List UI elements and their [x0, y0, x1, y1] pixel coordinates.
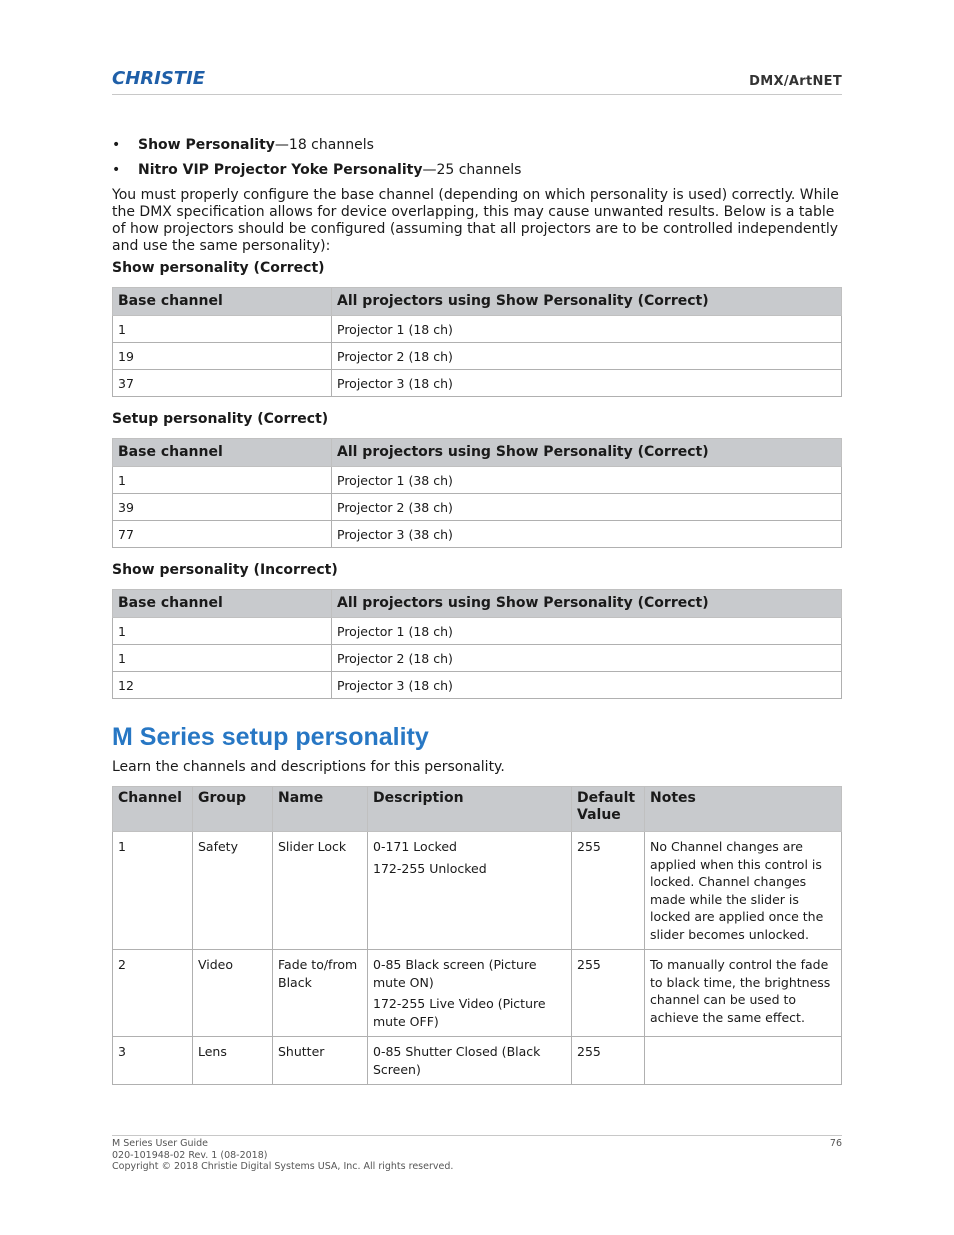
- table-row: [113, 672, 842, 699]
- table-cell: Projector 1 (18 ch): [332, 618, 842, 645]
- header-cell: Default Value: [572, 787, 645, 832]
- table-cell: 255: [572, 1037, 645, 1085]
- page-footer: [112, 1135, 842, 1173]
- table-cell: [645, 1037, 842, 1085]
- table-cell: Projector 1 (18 ch): [332, 316, 842, 343]
- header-cell: All projectors using Show Personality (Correct): [332, 590, 842, 618]
- show-personality-correct-table: [112, 287, 842, 397]
- svg-text:CHRISTIE: CHRISTIE: [112, 68, 206, 88]
- table-cell: 255: [572, 832, 645, 950]
- table-cell: No Channel changes are applied when this control is locked. Channel changes made while the slider is locked are applied once the slider becomes unlocked.: [645, 832, 842, 950]
- table-cell: 1: [113, 316, 332, 343]
- table-header-row: [113, 787, 842, 832]
- header-cell: Description: [368, 787, 572, 832]
- setup-personality-correct-table: [112, 438, 842, 548]
- table-row: [113, 343, 842, 370]
- table-cell: Projector 2 (38 ch): [332, 494, 842, 521]
- table-cell: 1: [113, 467, 332, 494]
- table-cell: Projector 3 (18 ch): [332, 370, 842, 397]
- table-row: [113, 494, 842, 521]
- page-content: [112, 137, 842, 1085]
- header-cell: Group: [193, 787, 273, 832]
- list-item: • Nitro VIP Projector Yoke Personality—25 channels: [138, 162, 842, 179]
- list-item: • Show Personality—18 channels: [138, 137, 842, 154]
- footer-copyright: Copyright © 2018 Christie Digital Systems USA, Inc. All rights reserved.: [112, 1161, 454, 1172]
- description-line: 172-255 Unlocked: [373, 860, 487, 876]
- table-cell: Slider Lock: [273, 832, 368, 950]
- table-header-row: [113, 439, 842, 467]
- table-row: [113, 370, 842, 397]
- table-cell: 12: [113, 672, 332, 699]
- table-cell: Projector 3 (38 ch): [332, 521, 842, 548]
- table-cell: Lens: [193, 1037, 273, 1085]
- table-row: [113, 467, 842, 494]
- table-cell: 3: [113, 1037, 193, 1085]
- christie-logo: [112, 68, 222, 88]
- table-cell: 1: [113, 618, 332, 645]
- footer-title: M Series User Guide: [112, 1138, 209, 1149]
- header-cell: Channel: [113, 787, 193, 832]
- table-cell: 2: [113, 950, 193, 1037]
- table-cell: 255: [572, 950, 645, 1037]
- personality-list: [138, 137, 842, 179]
- table-cell: Fade to/from Black: [273, 950, 368, 1037]
- table-title: Setup personality (Correct): [112, 411, 329, 427]
- table-cell: Projector 3 (18 ch): [332, 672, 842, 699]
- description-line: 0-85 Shutter Closed (Black Screen): [373, 1044, 541, 1077]
- description-line: 0-85 Black screen (Picture mute ON): [373, 957, 537, 990]
- table-row: [113, 832, 842, 950]
- table-cell: [368, 950, 572, 1037]
- table-row: [113, 645, 842, 672]
- table-cell: Video: [193, 950, 273, 1037]
- table-row: [113, 950, 842, 1037]
- table-cell: Projector 1 (38 ch): [332, 467, 842, 494]
- table-cell: Projector 2 (18 ch): [332, 645, 842, 672]
- table-cell: Projector 2 (18 ch): [332, 343, 842, 370]
- section-name: DMX/ArtNET: [749, 74, 842, 89]
- table-row: [113, 316, 842, 343]
- intro-paragraph: You must properly configure the base channel (depending on which personality is used) correctly. While the DMX specification allows for device overlapping, this may cause unwanted results. Below is a table of how projectors should be configured (assuming that all projectors are to be controlled independently and use the same personality):: [112, 187, 839, 254]
- table-header-row: [113, 288, 842, 316]
- section-heading: M Series setup personality: [112, 723, 429, 751]
- header-cell: Base channel: [113, 439, 332, 467]
- header-cell: All projectors using Show Personality (Correct): [332, 288, 842, 316]
- header-cell: Base channel: [113, 288, 332, 316]
- table-title: Show personality (Correct): [112, 260, 325, 276]
- table-row: [113, 521, 842, 548]
- header-cell: Notes: [645, 787, 842, 832]
- description-line: 172-255 Live Video (Picture mute OFF): [373, 996, 546, 1029]
- table-row: [113, 1037, 842, 1085]
- section-lead: Learn the channels and descriptions for this personality.: [112, 759, 505, 775]
- table-cell: 1: [113, 645, 332, 672]
- table-cell: 19: [113, 343, 332, 370]
- table-cell: 1: [113, 832, 193, 950]
- description-line: 0-171 Locked: [373, 839, 457, 854]
- table-cell: [368, 1037, 572, 1085]
- table-cell: Shutter: [273, 1037, 368, 1085]
- table-cell: 77: [113, 521, 332, 548]
- table-row: [113, 618, 842, 645]
- table-cell: 37: [113, 370, 332, 397]
- header-cell: Base channel: [113, 590, 332, 618]
- m-series-personality-table: [112, 786, 842, 1085]
- table-cell: To manually control the fade to black time, the brightness channel can be used to achieve the same effect.: [645, 950, 842, 1037]
- header-cell: All projectors using Show Personality (Correct): [332, 439, 842, 467]
- show-personality-incorrect-table: [112, 589, 842, 699]
- table-title: Show personality (Incorrect): [112, 562, 338, 578]
- table-cell: [368, 832, 572, 950]
- table-header-row: [113, 590, 842, 618]
- page-header: [112, 66, 842, 95]
- header-cell: Name: [273, 787, 368, 832]
- footer-revision: 020-101948-02 Rev. 1 (08-2018): [112, 1149, 268, 1161]
- table-cell: Safety: [193, 832, 273, 950]
- table-cell: 39: [113, 494, 332, 521]
- page-number: 76: [829, 1138, 842, 1149]
